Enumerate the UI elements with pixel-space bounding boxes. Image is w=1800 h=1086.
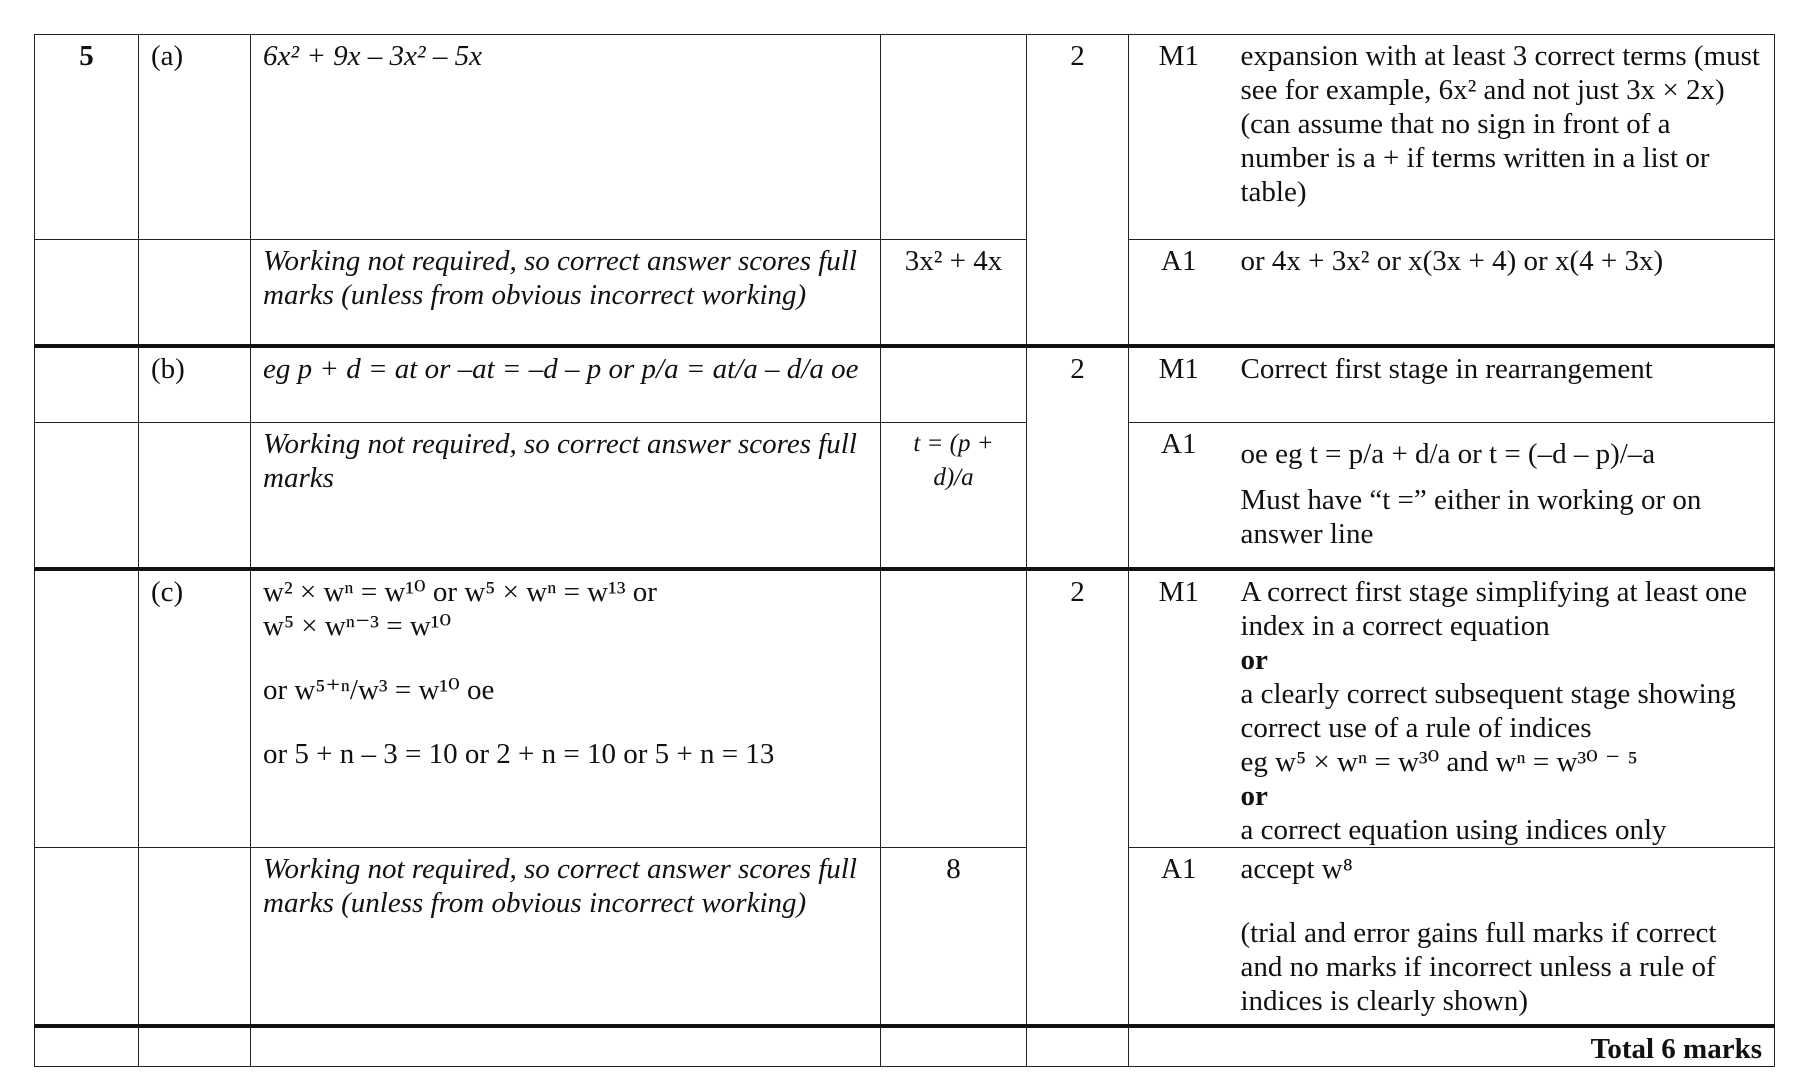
part-b-code-a1: A1 [1129,423,1229,570]
part-a-code-a1: A1 [1129,240,1229,347]
part-b-working-row [35,346,1775,423]
part-c-note: eg w⁵ × wⁿ = w³⁰ and wⁿ = w³⁰ ⁻ ⁵ [1240,746,1638,778]
empty-cell [35,423,139,570]
part-a-note-m1: expansion with at least 3 correct terms (must see for example, 6x² and not just 3x × 2x)(can assume that no sign in front of a number is a + if terms written in a list or table) [1229,35,1775,240]
part-c-working-line: w² × wⁿ = w¹⁰ or w⁵ × wⁿ = w¹³ or [263,576,657,608]
part-c-note-or: or [1240,780,1268,812]
part-c-wnr: Working not required, so correct answer scores full marks (unless from obvious incorrect working) [251,848,881,1027]
part-label-a: (a) [139,35,251,240]
part-c-notes-a1 [1229,848,1775,1027]
part-b-code-m1: M1 [1129,346,1229,423]
part-c-marks: 2 [1027,569,1129,1026]
part-a-working [251,35,881,240]
part-a-note-a1 [1229,240,1775,347]
part-a-working-row [35,35,1775,240]
part-a-note-a1-text: or 4x + 3x² or x(3x + 4) or x(4 + 3x) [1240,245,1664,277]
empty-cell [139,423,251,570]
part-c-answer-row [35,848,1775,1027]
part-b-working: eg p + d = at or –at = –d – p or p/a = at/a – d/a oe [251,346,881,423]
part-c-note: a correct equation using indices only [1240,814,1667,846]
part-c-code-a1: A1 [1129,848,1229,1027]
empty-cell [139,848,251,1027]
part-b-note-m1: Correct first stage in rearrangement [1229,346,1775,423]
part-c-working-line: or 5 + n – 3 = 10 or 2 + n = 10 or 5 + n = 13 [263,738,775,770]
part-a-answer-row [35,240,1775,347]
part-c-working [251,569,881,848]
part-c-note-accept: accept w⁸ [1240,853,1353,885]
mark-scheme-table [34,34,1775,1067]
empty-cell [35,346,139,423]
empty-cell [251,1026,881,1067]
part-c-code-m1: M1 [1129,569,1229,848]
part-a-marks: 2 [1027,35,1129,347]
empty-cell [139,1026,251,1067]
part-c-working-row [35,569,1775,848]
part-b-notes-a1 [1229,423,1775,570]
part-c-answer: 8 [881,848,1027,1027]
total-row [35,1026,1775,1067]
part-label-b: (b) [139,346,251,423]
part-b-answer-row [35,423,1775,570]
part-b-note-a1-extra: Must have “t =” either in working or on answer line [1240,484,1702,550]
part-c-answer-empty [881,569,1027,848]
part-c-notes-m1 [1229,569,1775,848]
part-a-answer-empty [881,35,1027,240]
part-c-note: A correct first stage simplifying at least one index in a correct equation [1240,576,1748,642]
empty-cell [35,848,139,1027]
part-c-note-trial: (trial and error gains full marks if correct and no marks if incorrect unless a rule of indices is clearly shown) [1240,917,1717,1017]
part-b-answer-empty [881,346,1027,423]
empty-cell [35,1026,139,1067]
part-c-working-line: or w⁵⁺ⁿ/w³ = w¹⁰ oe [263,674,495,706]
empty-cell [1027,1026,1129,1067]
part-c-working-line: w⁵ × wⁿ⁻³ = w¹⁰ [263,610,452,642]
empty-cell [35,569,139,848]
part-b-marks: 2 [1027,346,1129,569]
part-c-note-or: or [1240,644,1268,676]
part-a-wnr: Working not required, so correct answer scores full marks (unless from obvious incorrect working) [251,240,881,347]
question-number: 5 [35,35,139,240]
part-b-wnr: Working not required, so correct answer scores full marks [251,423,881,570]
part-label-c: (c) [139,569,251,848]
part-b-answer: t = (p + d)/a [881,423,1027,570]
part-a-working-text: 6x² + 9x – 3x² – 5x [263,40,482,72]
part-a-code-m1: M1 [1129,35,1229,240]
part-c-note: a clearly correct subsequent stage showing correct use of a rule of indices [1240,678,1736,744]
part-b-note-a1: oe eg t = p/a + d/a or t = (–d – p)/–a [1240,438,1656,470]
empty-cell [881,1026,1027,1067]
total-marks: Total 6 marks [1129,1026,1775,1067]
empty-cell [35,240,139,347]
empty-cell [139,240,251,347]
part-a-answer: 3x² + 4x [881,240,1027,347]
